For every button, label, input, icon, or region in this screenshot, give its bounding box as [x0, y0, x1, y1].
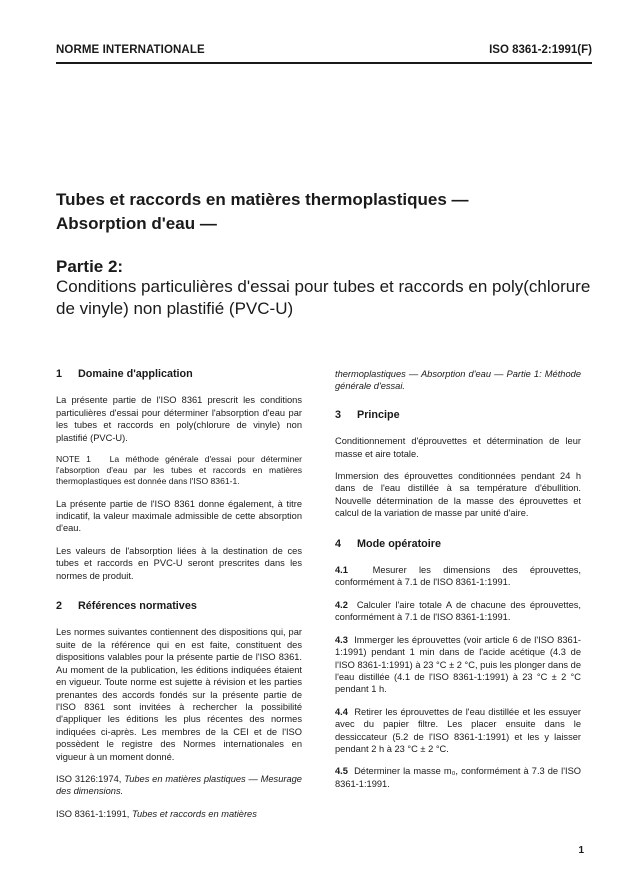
right-column — [335, 368, 581, 800]
reference-continuation: thermoplastiques — Absorption d'eau — Partie 1: Méthode générale d'essai. — [335, 369, 581, 392]
section-heading-1: 1 Domaine d'application — [56, 368, 193, 380]
header-rule — [56, 62, 592, 64]
paragraph: Les normes suivantes contiennent des dispositions qui, par suite de la référence qui en est faite, constituent des dispositions valables pour la présente partie de l'ISO 8361. Au moment de la publication, les éditions indiquées étaient en vigueur. Toute norme est sujette à révision et les parties prenantes des accords fondés sur la présente partie de l'ISO 8361 sont invitées à rechercher la possibilité d'appliquer les éditions les plus récentes des normes indiquées ci-après. Les membres de la CEI et de l'ISO possèdent le registre des Normes internationales en vigueur à un moment donné. — [56, 627, 302, 762]
title-line-1: Tubes et raccords en matières thermoplastiques — — [56, 190, 469, 209]
page-number: 1 — [578, 845, 584, 856]
part-label: Partie 2: — [56, 257, 124, 276]
part-subtitle: Conditions particulières d'essai pour tubes et raccords en poly(chlorure de vinyle) non plastifié (PVC-U) — [56, 277, 591, 318]
section-heading-4: 4 Mode opératoire — [335, 537, 441, 550]
note-1: NOTE 1 La méthode générale d'essai pour déterminer l'absorption d'eau par les tubes et raccords en matières thermoplastiques est donnée dans l'ISO 8361-1. — [56, 454, 302, 487]
title-line-2: Absorption d'eau — — [56, 214, 217, 233]
paragraph: Les valeurs de l'absorption liées à la destination de ces tubes et raccords en PVC-U seront prescrites dans les normes de produit. — [56, 545, 302, 581]
reference-iso-3126: ISO 3126:1974, Tubes en matières plastiques — Mesurage des dimensions. — [56, 773, 302, 797]
reference-iso-8361-1: ISO 8361-1:1991, Tubes et raccords en matières — [56, 808, 257, 819]
section-heading-2: 2 Références normatives — [56, 600, 197, 613]
paragraph: Conditionnement d'éprouvettes et détermination de leur masse et aire totale. — [335, 436, 581, 459]
section-heading-3: 3 Principe — [335, 408, 400, 421]
clause-4-5: 4.5 Déterminer la masse m₀, conformément à 7.3 de l'ISO 8361-1:1991. — [335, 766, 581, 789]
clause-4-3: 4.3 Immerger les éprouvettes (voir article 6 de l'ISO 8361-1:1991) pendant 1 min dans de l'acide acétique (4.3 de l'ISO 8361-1:1991) à 23 °C ± 2 °C, puis les plonger dans de l'eau distillée (4.1 de l'ISO 8361-1:1991) à 23 °C ± 2 °C pendant 1 h. — [335, 634, 581, 695]
clause-4-4: 4.4 Retirer les éprouvettes de l'eau distillée et les essuyer avec du papier filtre. Les placer ensuite dans le dessiccateur (5.2 de l'ISO 8361-1:1991) et les y laisser pendant 2 h à 23 °C ± 2 °C. — [335, 706, 582, 754]
paragraph: La présente partie de l'ISO 8361 donne également, à titre indicatif, la valeur maximale admissible de cette absorption d'eau. — [56, 498, 302, 534]
left-column — [56, 368, 302, 830]
clause-4-2: 4.2 Calculer l'aire totale A de chacune des éprouvettes, conformément à 7.1 de l'ISO 8361-1:1991. — [335, 599, 581, 623]
paragraph: Immersion des éprouvettes conditionnées pendant 24 h dans de l'eau distillée à sa température d'ébullition. Nouvelle détermination de la masse des éprouvettes et calcul de la variation de masse par unité d'aire. — [335, 471, 581, 519]
paragraph: La présente partie de l'ISO 8361 prescrit les conditions particulières d'essai pour déterminer l'absorption d'eau par les tubes et raccords en poly(chlorure de vinyle) non plastifié (PVC-U). — [56, 395, 302, 443]
header-standard-number: ISO 8361-2:1991(F) — [489, 44, 592, 56]
document-title — [56, 188, 576, 236]
header-standard-type: NORME INTERNATIONALE — [56, 44, 205, 56]
clause-4-1: 4.1 Mesurer les dimensions des éprouvettes, conformément à 7.1 de l'ISO 8361-1:1991. — [335, 565, 581, 588]
